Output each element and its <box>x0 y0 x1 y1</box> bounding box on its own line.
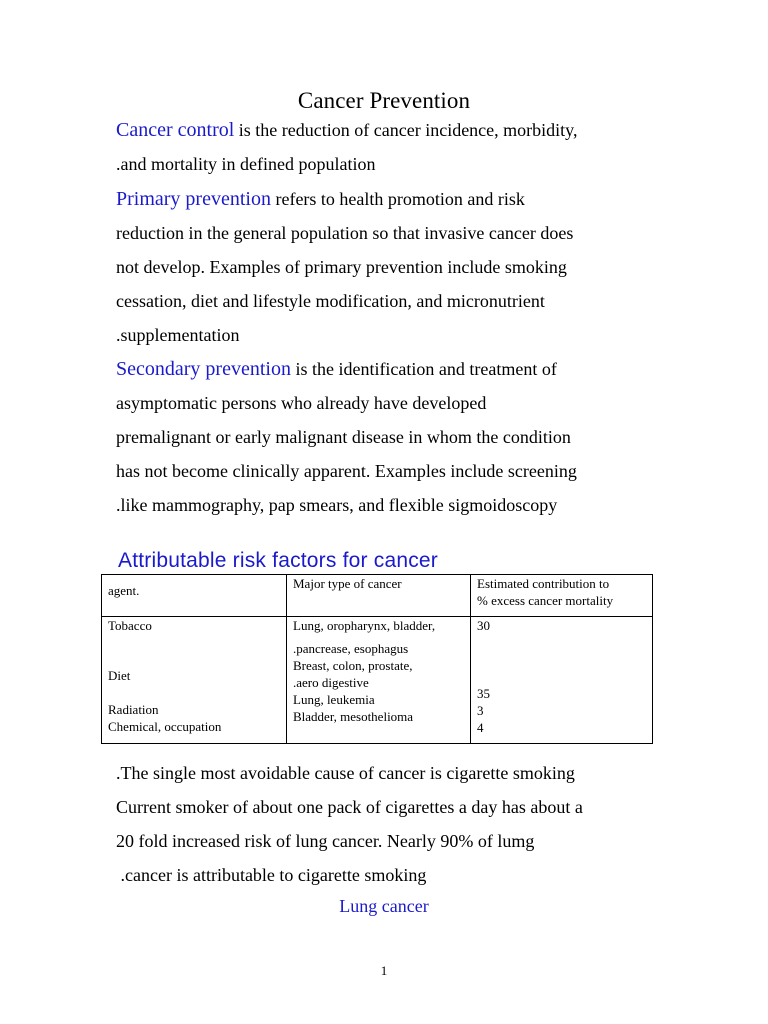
secondary-prevention-line-2: asymptomatic persons who already have developed <box>116 393 487 413</box>
agent-tobacco: Tobacco <box>108 618 152 633</box>
primary-prevention-line-4: cessation, diet and lifestyle modification, and micronutrient <box>116 291 545 311</box>
primary-prevention-line-1: refers to health promotion and risk <box>270 189 525 209</box>
page-title: Cancer Prevention <box>297 88 471 113</box>
cancer-control-line-1: is the reduction of cancer incidence, morbidity, <box>234 120 578 140</box>
primary-prevention-line-5: .supplementation <box>116 325 240 345</box>
secondary-prevention-term: Secondary prevention <box>116 358 291 380</box>
smoking-line-4: .cancer is attributable to cigarette smoking <box>116 865 427 885</box>
table-row <box>102 617 653 744</box>
value-diet: 35 <box>477 686 490 701</box>
header-contribution-line-1: Estimated contribution to <box>477 576 610 591</box>
type-column <box>287 617 471 744</box>
header-contribution <box>471 575 653 617</box>
header-agent: agent. <box>102 575 287 617</box>
secondary-prevention-line-4: has not become clinically apparent. Examples include screening <box>116 461 577 481</box>
risk-table-heading: Attributable risk factors for cancer <box>118 549 438 572</box>
header-contribution-line-2: % excess cancer mortality <box>477 593 614 608</box>
type-tobacco-line-2: .pancrease, esophagus <box>293 641 409 656</box>
table-header-row <box>102 575 653 617</box>
smoking-paragraph <box>116 756 676 892</box>
smoking-line-2: Current smoker of about one pack of cigarettes a day has about a <box>116 797 583 817</box>
cancer-control-term: Cancer control <box>116 119 235 141</box>
smoking-line-3: 20 fold increased risk of lung cancer. Nearly 90% of lumg <box>116 831 535 851</box>
primary-prevention-line-2: reduction in the general population so that invasive cancer does <box>116 223 574 243</box>
smoking-line-1: .The single most avoidable cause of cancer is cigarette smoking <box>116 763 575 783</box>
agent-radiation: Radiation <box>108 702 159 717</box>
secondary-prevention-line-1: is the identification and treatment of <box>290 359 557 379</box>
type-radiation: Lung, leukemia <box>293 692 375 707</box>
value-chemical: 4 <box>477 720 484 735</box>
cancer-control-line-2: .and mortality in defined population <box>116 154 376 174</box>
secondary-prevention-line-3: premalignant or early malignant disease in whom the condition <box>116 427 571 447</box>
type-diet-line-2: .aero digestive <box>293 675 369 690</box>
primary-prevention-line-3: not develop. Examples of primary prevention include smoking <box>116 257 567 277</box>
primary-prevention-term: Primary prevention <box>116 188 271 210</box>
risk-factors-table <box>101 574 653 744</box>
secondary-prevention-line-5: .like mammography, pap smears, and flexible sigmoidoscopy <box>116 495 558 515</box>
lung-cancer-heading: Lung cancer <box>339 896 429 916</box>
value-column <box>471 617 653 744</box>
secondary-prevention-paragraph <box>116 352 676 522</box>
agent-column <box>102 617 287 744</box>
cancer-control-paragraph <box>116 113 676 181</box>
agent-chemical: Chemical, occupation <box>108 719 222 734</box>
value-radiation: 3 <box>477 703 484 718</box>
agent-diet: Diet <box>108 668 131 683</box>
page-number: 1 <box>380 963 388 978</box>
primary-prevention-paragraph <box>116 182 676 352</box>
header-major-type: Major type of cancer <box>287 575 471 617</box>
value-tobacco: 30 <box>477 618 490 633</box>
type-chemical: Bladder, mesothelioma <box>293 709 414 724</box>
type-tobacco-line-1: Lung, oropharynx, bladder, <box>293 618 436 633</box>
type-diet-line-1: Breast, colon, prostate, <box>293 658 413 673</box>
